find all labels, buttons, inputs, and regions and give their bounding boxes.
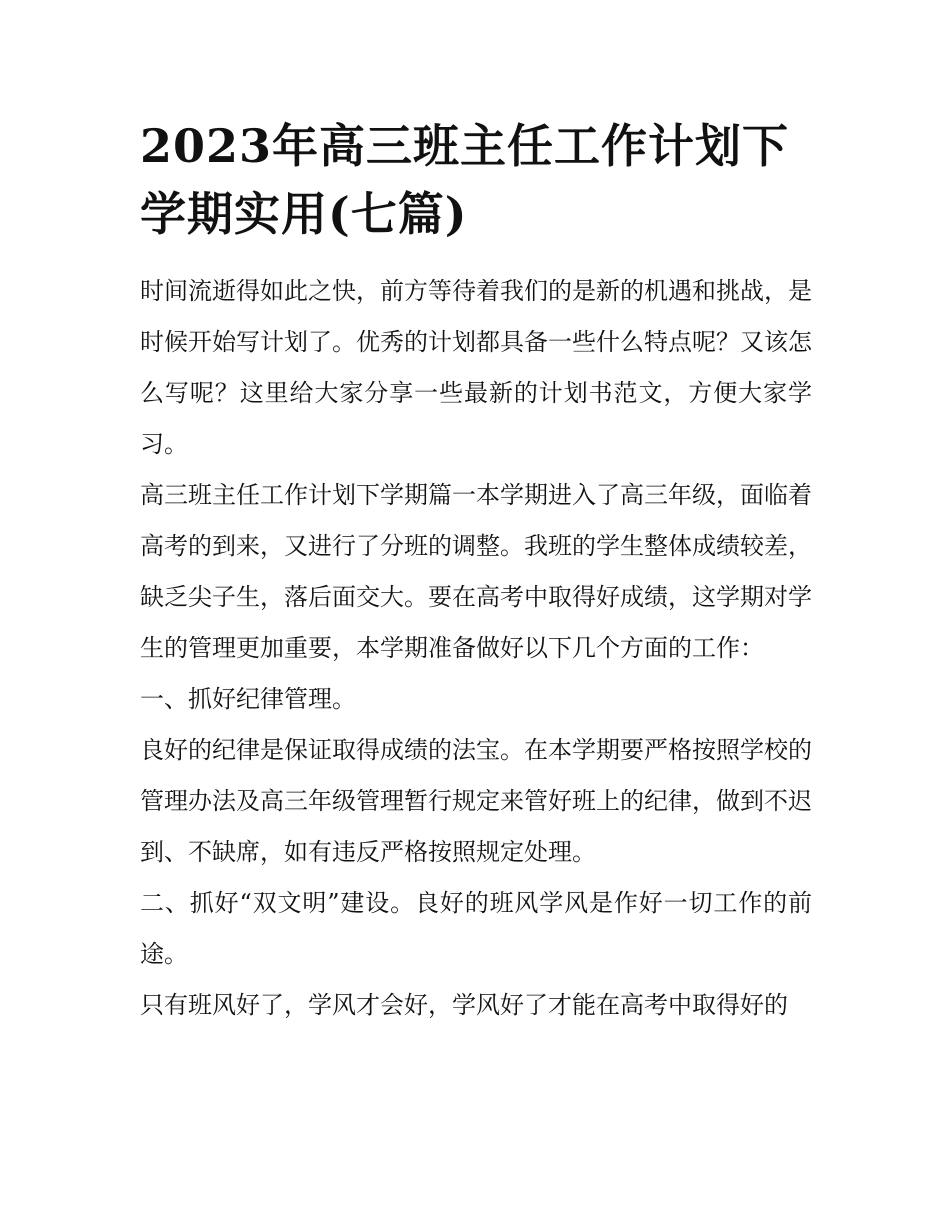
heading-civilization: 二、抓好“双文明”建设。良好的班风学风是作好一切工作的前途。 — [140, 889, 812, 968]
paragraph-discipline: 良好的纪律是保证取得成绩的法宝。在本学期要严格按照学校的管理办法及高三年级管理暂行规定来管好班上的纪律，做到不迟到、不缺席，如有违反严格按照规定处理。 — [140, 736, 812, 866]
paragraph-class-style: 只有班风好了，学风才会好，学风好了才能在高考中取得好的 — [140, 991, 788, 1019]
paragraph-intro: 时间流逝得如此之快，前方等待着我们的是新的机遇和挑战，是时候开始写计划了。优秀的计划都具备一些什么特点呢？又该怎么写呢？这里给大家分享一些最新的计划书范文，方便大家学习。 — [140, 277, 812, 458]
document-title: 2023年高三班主任工作计划下学期实用(七篇) — [140, 119, 790, 241]
heading-discipline: 一、抓好纪律管理。 — [140, 685, 356, 713]
paragraph-plan-one: 高三班主任工作计划下学期篇一本学期进入了高三年级，面临着高考的到来，又进行了分班的调整。我班的学生整体成绩较差，缺乏尖子生，落后面交大。要在高考中取得好成绩，这学期对学生的管理更加重要，本学期准备做好以下几个方面的工作： — [140, 481, 812, 662]
document-page — [140, 112, 812, 1031]
